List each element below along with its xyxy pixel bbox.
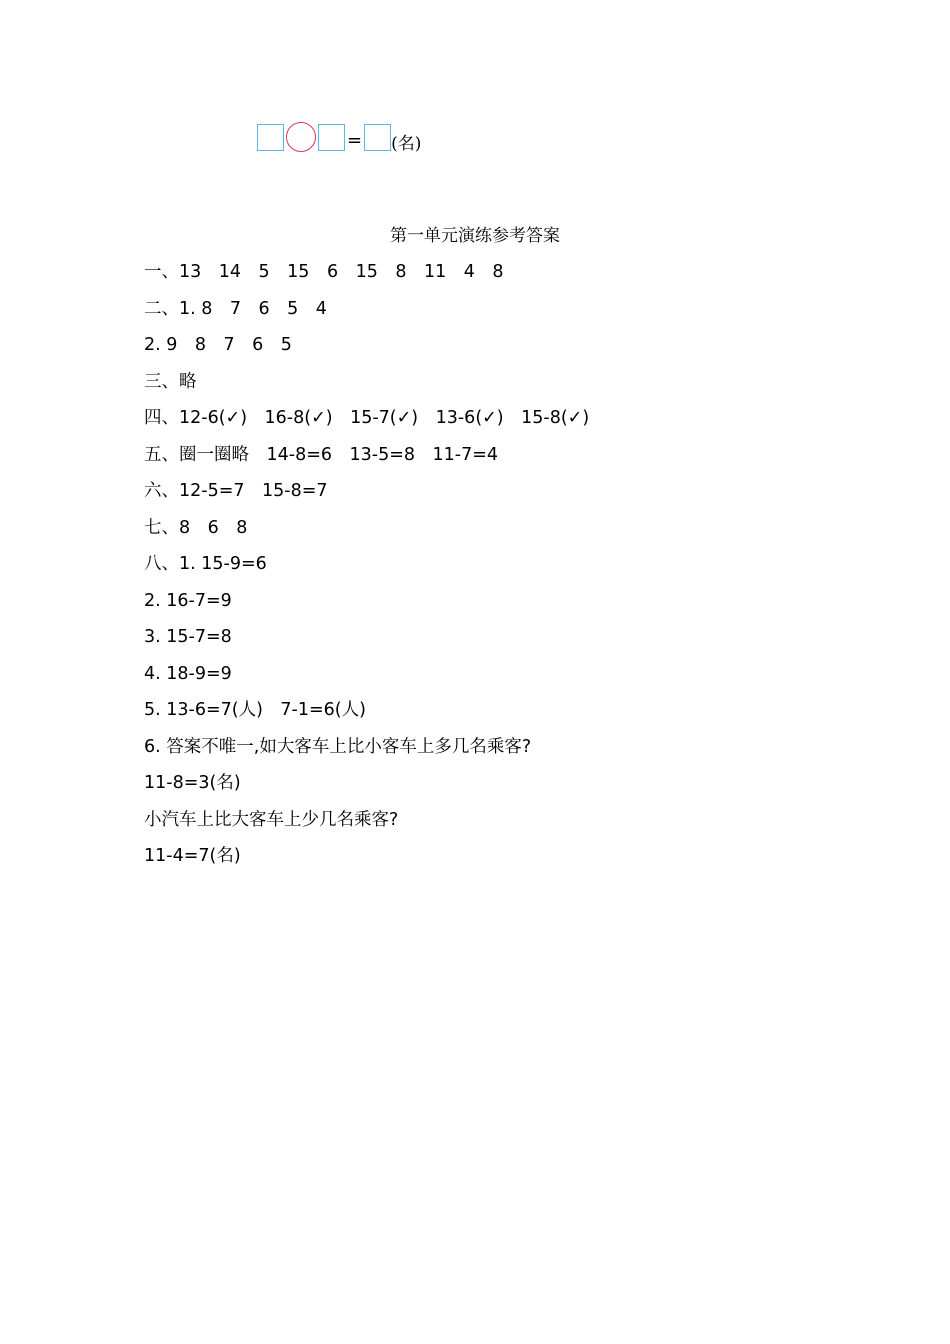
unit-label: (名) xyxy=(391,133,422,154)
answer-line: 二、1. 8 7 6 5 4 xyxy=(144,298,327,319)
page-title: 第一单元演练参考答案 xyxy=(390,226,560,246)
answer-line: 五、圈一圈略 14-8=6 13-5=8 11-7=4 xyxy=(144,444,499,465)
answer-line: 5. 13-6=7(人) 7-1=6(人) xyxy=(144,700,366,720)
answer-line: 七、8 6 8 xyxy=(144,517,248,538)
answer-line: 六、12-5=7 15-8=7 xyxy=(144,481,328,501)
answer-line: 八、1. 15-9=6 xyxy=(144,554,267,574)
answer-line: 一、13 14 5 15 6 15 8 11 4 8 xyxy=(144,262,504,282)
answer-line: 6. 答案不唯一,如大客车上比小客车上多几名乘客? xyxy=(144,736,532,757)
answer-list xyxy=(144,259,589,880)
equation-template xyxy=(257,121,421,153)
answer-line: 小汽车上比大客车上少几名乘客? xyxy=(144,809,399,830)
blank-box-result xyxy=(364,124,391,151)
answer-line: 3. 15-7=8 xyxy=(144,627,232,647)
answer-line: 11-4=7(名) xyxy=(144,846,241,866)
blank-box-1 xyxy=(257,124,284,151)
answer-line: 四、12-6(✓) 16-8(✓) 15-7(✓) 13-6(✓) 15-8(✓) xyxy=(144,408,590,428)
answer-line: 2. 16-7=9 xyxy=(144,590,232,611)
operator-circle xyxy=(286,122,316,152)
answer-line: 2. 9 8 7 6 5 xyxy=(144,335,292,355)
equals-sign: = xyxy=(347,129,363,151)
answer-line: 4. 18-9=9 xyxy=(144,663,232,684)
answer-line: 11-8=3(名) xyxy=(144,773,241,793)
blank-box-2 xyxy=(318,124,345,151)
answer-line: 三、略 xyxy=(144,371,197,392)
